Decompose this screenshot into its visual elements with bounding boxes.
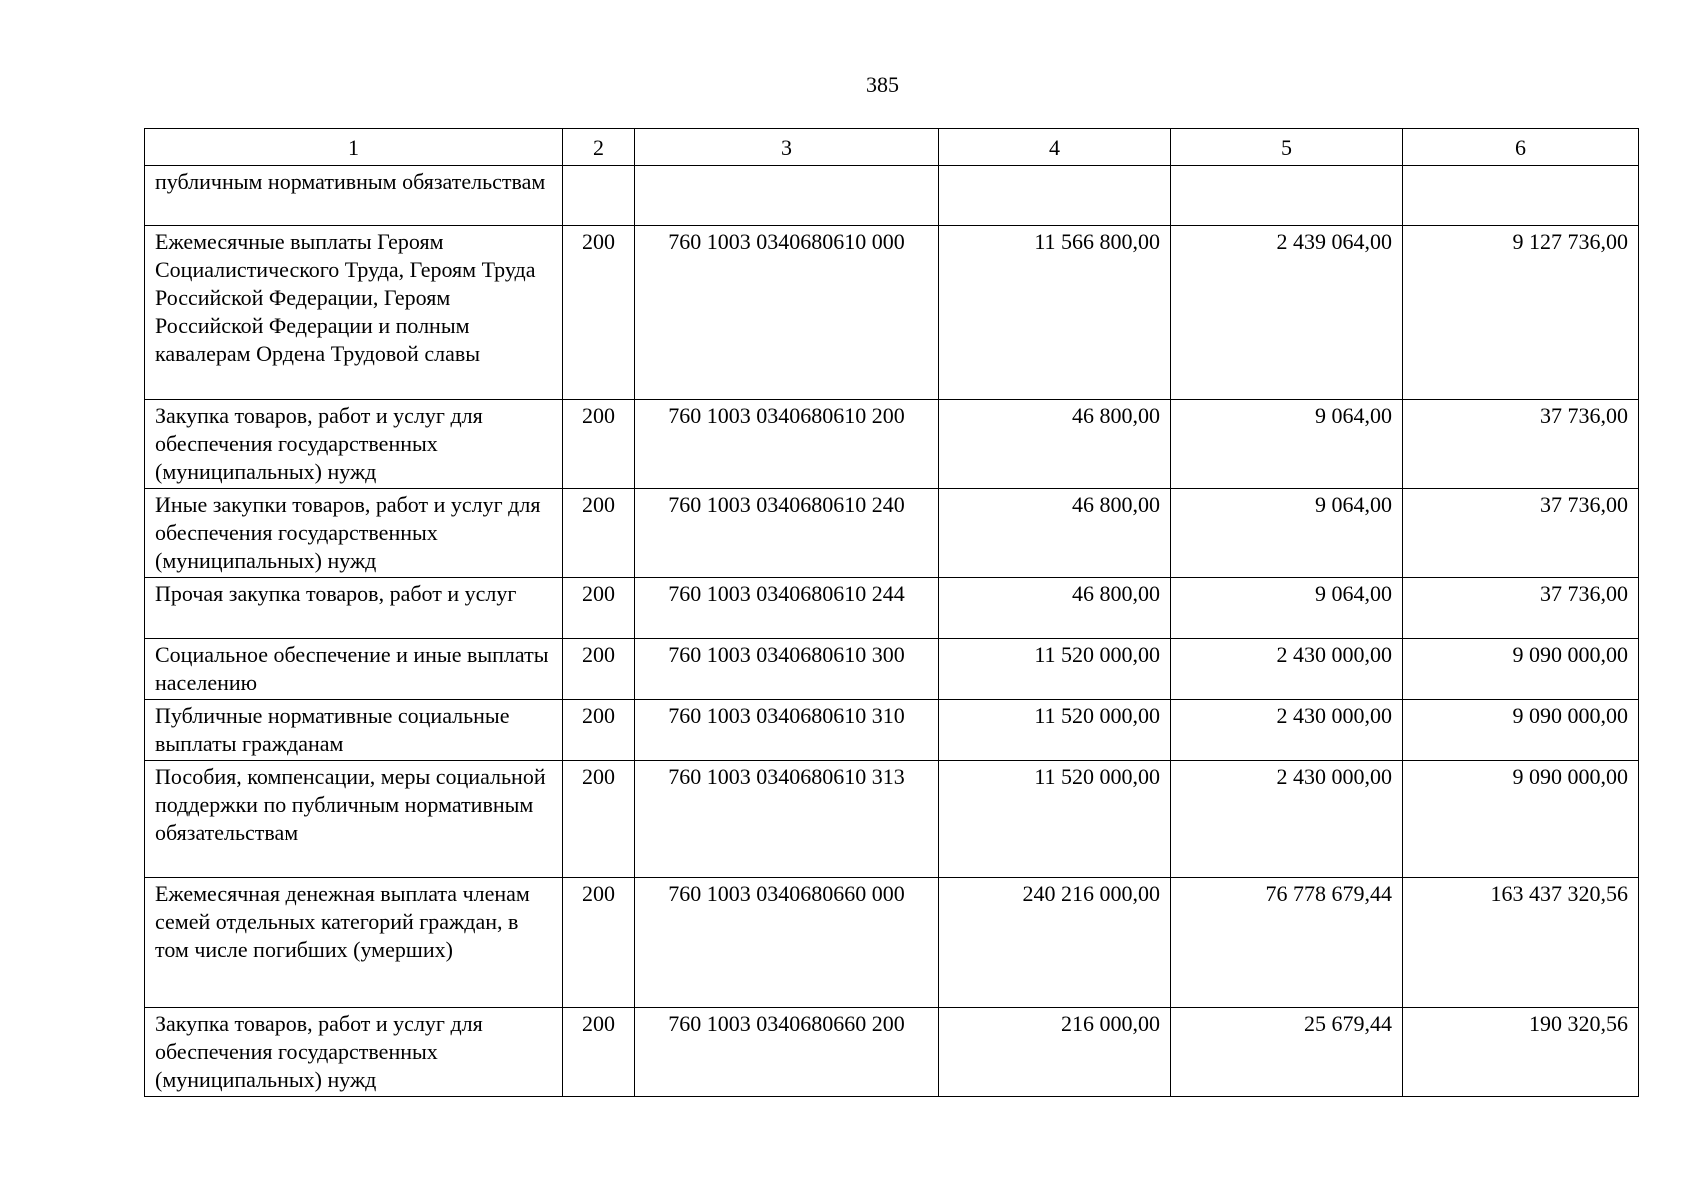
row-line-code: 200 [563, 1008, 635, 1097]
row-name: Ежемесячная денежная выплата членам семей отдельных категорий граждан, в том числе погибших (умерших) [145, 878, 563, 1008]
row-name: Прочая закупка товаров, работ и услуг [145, 578, 563, 639]
row-line-code: 200 [563, 226, 635, 400]
table-header [145, 129, 1639, 166]
row-line-code: 200 [563, 578, 635, 639]
row-name: публичным нормативным обязательствам [145, 166, 563, 226]
row-name: Социальное обеспечение и иные выплаты населению [145, 639, 563, 700]
column-header: 1 [145, 129, 563, 166]
row-unexecuted: 37 736,00 [1403, 578, 1639, 639]
row-name: Иные закупки товаров, работ и услуг для обеспечения государственных (муниципальных) нужд [145, 489, 563, 578]
table-row [145, 761, 1639, 878]
row-line-code: 200 [563, 489, 635, 578]
row-executed: 2 430 000,00 [1171, 700, 1403, 761]
row-unexecuted: 37 736,00 [1403, 489, 1639, 578]
row-line-code: 200 [563, 400, 635, 489]
row-budget-code: 760 1003 0340680610 300 [635, 639, 939, 700]
row-unexecuted: 9 127 736,00 [1403, 226, 1639, 400]
row-budget-code: 760 1003 0340680660 200 [635, 1008, 939, 1097]
budget-table [144, 128, 1639, 1097]
row-approved: 46 800,00 [939, 578, 1171, 639]
page-number: 385 [866, 72, 899, 97]
row-executed: 76 778 679,44 [1171, 878, 1403, 1008]
row-unexecuted: 9 090 000,00 [1403, 700, 1639, 761]
table-row [145, 639, 1639, 700]
row-budget-code: 760 1003 0340680610 313 [635, 761, 939, 878]
row-budget-code: 760 1003 0340680660 000 [635, 878, 939, 1008]
row-executed: 9 064,00 [1171, 400, 1403, 489]
row-budget-code: 760 1003 0340680610 244 [635, 578, 939, 639]
row-line-code: 200 [563, 761, 635, 878]
row-approved: 46 800,00 [939, 489, 1171, 578]
row-name: Пособия, компенсации, меры социальной поддержки по публичным нормативным обязательствам [145, 761, 563, 878]
table-row [145, 1008, 1639, 1097]
row-approved: 216 000,00 [939, 1008, 1171, 1097]
row-approved: 11 520 000,00 [939, 700, 1171, 761]
table-row [145, 578, 1639, 639]
header-row [145, 129, 1639, 166]
row-name: Закупка товаров, работ и услуг для обеспечения государственных (муниципальных) нужд [145, 1008, 563, 1097]
table-row [145, 878, 1639, 1008]
table-row [145, 700, 1639, 761]
table-row [145, 166, 1639, 226]
row-approved: 46 800,00 [939, 400, 1171, 489]
row-unexecuted: 9 090 000,00 [1403, 761, 1639, 878]
row-executed: 2 439 064,00 [1171, 226, 1403, 400]
row-budget-code: 760 1003 0340680610 000 [635, 226, 939, 400]
row-name: Закупка товаров, работ и услуг для обеспечения государственных (муниципальных) нужд [145, 400, 563, 489]
row-unexecuted: 37 736,00 [1403, 400, 1639, 489]
row-executed: 2 430 000,00 [1171, 639, 1403, 700]
row-unexecuted: 163 437 320,56 [1403, 878, 1639, 1008]
row-line-code [563, 166, 635, 226]
row-unexecuted: 9 090 000,00 [1403, 639, 1639, 700]
row-executed: 9 064,00 [1171, 578, 1403, 639]
table-row [145, 489, 1639, 578]
row-budget-code [635, 166, 939, 226]
row-approved: 11 520 000,00 [939, 761, 1171, 878]
column-header: 3 [635, 129, 939, 166]
table-row [145, 226, 1639, 400]
row-line-code: 200 [563, 639, 635, 700]
row-line-code: 200 [563, 878, 635, 1008]
column-header: 5 [1171, 129, 1403, 166]
table-row [145, 400, 1639, 489]
row-executed: 2 430 000,00 [1171, 761, 1403, 878]
row-name: Публичные нормативные социальные выплаты гражданам [145, 700, 563, 761]
row-unexecuted [1403, 166, 1639, 226]
row-approved: 11 566 800,00 [939, 226, 1171, 400]
column-header: 4 [939, 129, 1171, 166]
row-approved: 240 216 000,00 [939, 878, 1171, 1008]
row-executed: 9 064,00 [1171, 489, 1403, 578]
row-approved: 11 520 000,00 [939, 639, 1171, 700]
row-budget-code: 760 1003 0340680610 240 [635, 489, 939, 578]
row-executed [1171, 166, 1403, 226]
row-budget-code: 760 1003 0340680610 200 [635, 400, 939, 489]
column-header: 6 [1403, 129, 1639, 166]
table-body [145, 166, 1639, 1097]
column-header: 2 [563, 129, 635, 166]
row-budget-code: 760 1003 0340680610 310 [635, 700, 939, 761]
row-name: Ежемесячные выплаты Героям Социалистического Труда, Героям Труда Российской Федерации, Героям Российской Федерации и полным кавалерам Ордена Трудовой славы [145, 226, 563, 400]
row-line-code: 200 [563, 700, 635, 761]
row-approved [939, 166, 1171, 226]
row-unexecuted: 190 320,56 [1403, 1008, 1639, 1097]
row-executed: 25 679,44 [1171, 1008, 1403, 1097]
